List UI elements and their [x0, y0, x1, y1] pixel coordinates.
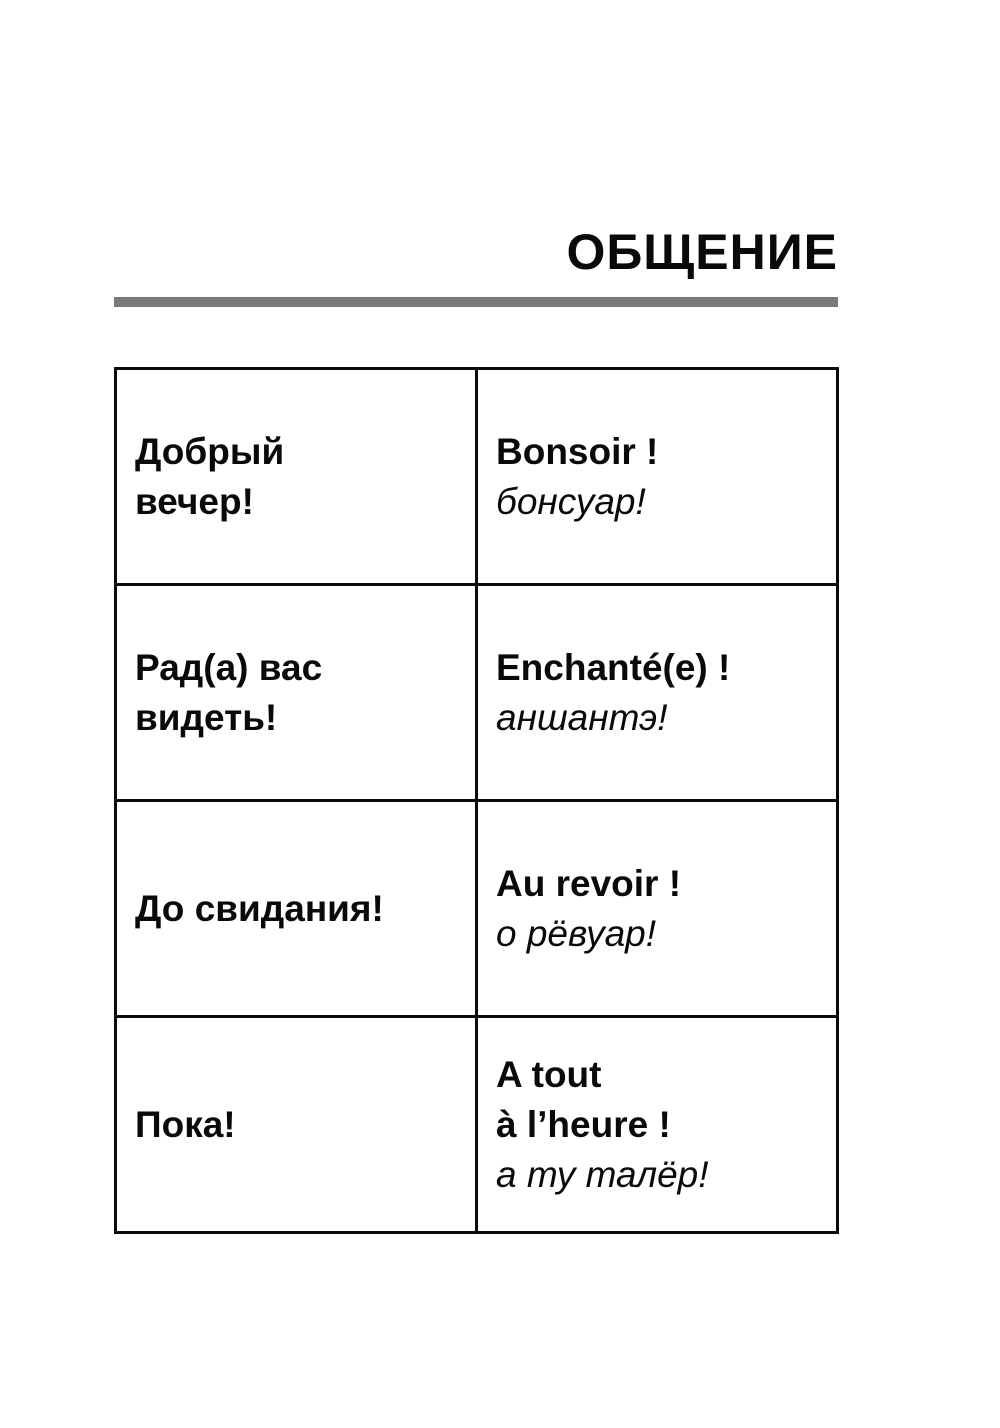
pronunciation: аншантэ!	[496, 696, 668, 738]
french-phrase: Enchanté(e) !	[496, 646, 731, 688]
page-title: ОБЩЕНИЕ	[566, 224, 838, 280]
french-cell	[477, 1017, 838, 1233]
french-phrase: Au revoir !	[496, 862, 682, 904]
russian-phrase: Добрый вечер!	[135, 430, 285, 522]
pronunciation: бонсуар!	[496, 480, 646, 522]
russian-phrase: Рад(а) вас видеть!	[135, 646, 323, 738]
title-underline	[114, 297, 838, 307]
french-phrase: Bonsoir !	[496, 430, 659, 472]
table-row	[116, 1017, 838, 1233]
french-cell	[477, 585, 838, 801]
table-row	[116, 801, 838, 1017]
russian-cell	[116, 1017, 477, 1233]
french-cell	[477, 369, 838, 585]
russian-phrase: До свидания!	[135, 887, 384, 929]
russian-cell	[116, 801, 477, 1017]
pronunciation: о рёвуар!	[496, 912, 657, 954]
table-row	[116, 369, 838, 585]
russian-phrase: Пока!	[135, 1103, 236, 1145]
russian-cell	[116, 585, 477, 801]
french-cell	[477, 801, 838, 1017]
french-phrase: A tout à l’heure !	[496, 1053, 671, 1145]
table-row	[116, 585, 838, 801]
pronunciation: а ту талёр!	[496, 1153, 709, 1195]
phrase-table	[114, 367, 839, 1234]
russian-cell	[116, 369, 477, 585]
